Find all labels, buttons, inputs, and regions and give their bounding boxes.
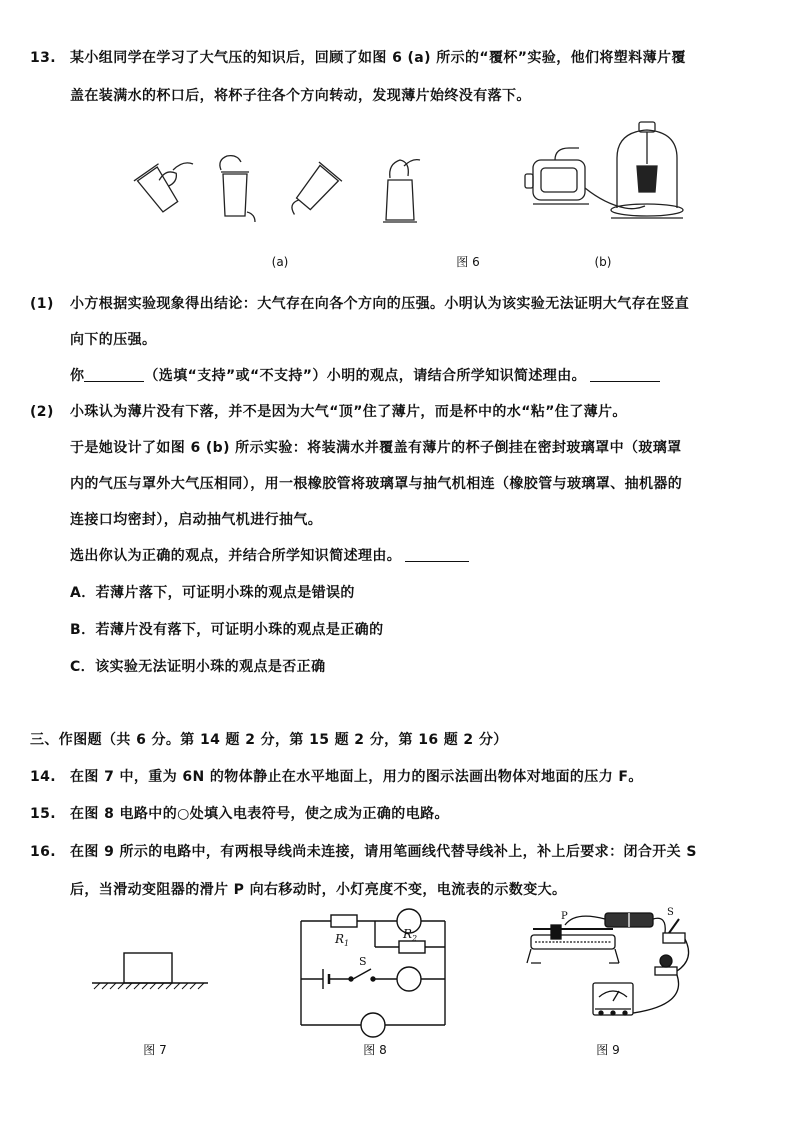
ammeter <box>593 983 633 1015</box>
q16-line2: 后，当滑动变阻器的滑片 P 向右移动时，小灯亮度不变，电流表的示数变大。 <box>70 882 567 898</box>
q14-text: 在图 7 中，重为 6N 的物体静止在水平地面上，用力的图示法画出物体对地面的压力 F。 <box>70 769 643 785</box>
small-lamp <box>655 955 677 975</box>
q13-part1-answer-line <box>70 366 660 386</box>
label-slider-p: P <box>561 911 568 922</box>
q13-part1-number: (1) <box>30 296 54 312</box>
q13-stem-line2: 盖在装满水的杯口后，将杯子往各个方向转动，发现薄片始终没有落下。 <box>70 88 531 104</box>
q13-part2-line5 <box>70 546 469 566</box>
figure-6-caption: 图 6 <box>456 255 480 269</box>
rubber-tube <box>585 188 645 209</box>
figure-8-circuit <box>295 905 460 1035</box>
q15-number: 15. <box>30 806 57 822</box>
sliding-rheostat <box>527 925 619 963</box>
wire-4 <box>633 975 679 1013</box>
label-switch-s9: S <box>667 907 674 918</box>
battery-pack <box>605 913 653 927</box>
option-b: B．若薄片没有落下，可证明小珠的观点是正确的 <box>70 622 384 638</box>
figure-6b-label: (b) <box>594 255 612 269</box>
figure-7-caption: 图 7 <box>143 1043 167 1057</box>
label-r2: $R_2$ <box>403 927 418 943</box>
cup-inverted <box>220 156 255 222</box>
q13-part2-text5: 选出你认为正确的观点，并结合所学知识简述理由。 <box>70 548 402 564</box>
q15-text: 在图 8 电路中的○处填入电表符号，使之成为正确的电路。 <box>70 806 449 822</box>
q13-part2-text1: 小珠认为薄片没有下落，并不是因为大气“顶”住了薄片，而是杯中的水“粘”住了薄片。 <box>70 404 627 420</box>
option-a: A．若薄片落下，可证明小珠的观点是错误的 <box>70 585 355 601</box>
cup-tilted-right <box>283 162 342 224</box>
block <box>124 953 172 983</box>
reason-answer-blank-1[interactable] <box>590 366 660 382</box>
wire-1 <box>565 916 605 925</box>
figure-6a-cup-experiment <box>125 150 445 230</box>
meter-circle-bottom <box>361 1013 385 1037</box>
meter-circle-middle <box>397 967 421 991</box>
q13-part2-line1 <box>30 402 627 422</box>
cup-hand-held <box>383 160 420 222</box>
q13-part2-line3: 内的气压与罩外大气压相同），用一根橡胶管将玻璃罩与抽气机相连（橡胶管与玻璃罩、抽机器的 <box>70 476 683 492</box>
bell-jar <box>611 122 683 218</box>
figure-6b-bell-jar-apparatus <box>525 118 685 228</box>
q13-number: 13. <box>30 50 57 66</box>
q13-part2-line4: 连接口均密封），启动抽气机进行抽气。 <box>70 512 323 528</box>
switch-lever <box>353 969 371 979</box>
q14-number: 14. <box>30 769 57 785</box>
q13-stem-text1: 某小组同学在学习了大气压的知识后，回顾了如图 6 (a) 所示的“覆杯”实验，他们将塑料薄片覆 <box>70 50 686 66</box>
q13-part1-text1: 小方根据实验现象得出结论：大气存在向各个方向的压强。小明认为该实验无法证明大气存在竖直 <box>70 296 690 312</box>
q13-part1-answer-prefix: 你 <box>70 368 85 384</box>
q16-text1: 在图 9 所示的电路中，有两根导线尚未连接，请用笔画线代替导线补上，补上后要求：闭合开关 S <box>70 844 697 860</box>
figure-7-block-on-ground <box>90 945 220 990</box>
label-switch-s: S <box>359 955 367 968</box>
q13-part2-line2: 于是她设计了如图 6 (b) 所示实验：将装满水并覆盖有薄片的杯子倒挂在密封玻璃罩中（玻璃罩 <box>70 440 682 456</box>
q13-part2-number: (2) <box>30 404 54 420</box>
cup-tilted-left <box>134 159 190 216</box>
resistor-r1 <box>331 915 357 927</box>
q15-line <box>30 804 449 824</box>
q13-part1-line1 <box>30 294 689 314</box>
vacuum-pump <box>525 148 589 204</box>
figure-9-physical-circuit <box>525 905 705 1035</box>
q13-part1-line2: 向下的压强。 <box>70 332 157 348</box>
section-3-heading: 三、作图题（共 6 分。第 14 题 2 分，第 15 题 2 分，第 16 题 2 分） <box>30 732 508 748</box>
support-answer-blank[interactable] <box>84 366 144 382</box>
switch-s <box>663 919 685 943</box>
q13-part1-answer-middle: （选填“支持”或“不支持”）小明的观点，请结合所学知识简述理由。 <box>144 368 587 384</box>
option-c: C．该实验无法证明小珠的观点是否正确 <box>70 659 326 675</box>
figure-9-caption: 图 9 <box>596 1043 620 1057</box>
figure-6a-label: (a) <box>271 255 289 269</box>
wire-2 <box>653 918 665 933</box>
figure-8-caption: 图 8 <box>363 1043 387 1057</box>
wire-3 <box>677 939 689 971</box>
label-r1: $R_1$ <box>335 932 350 948</box>
reason-answer-blank-2[interactable] <box>405 546 469 562</box>
q13-stem-line1 <box>30 48 686 68</box>
q14-line <box>30 767 643 787</box>
q16-line1 <box>30 842 697 862</box>
q16-number: 16. <box>30 844 57 860</box>
